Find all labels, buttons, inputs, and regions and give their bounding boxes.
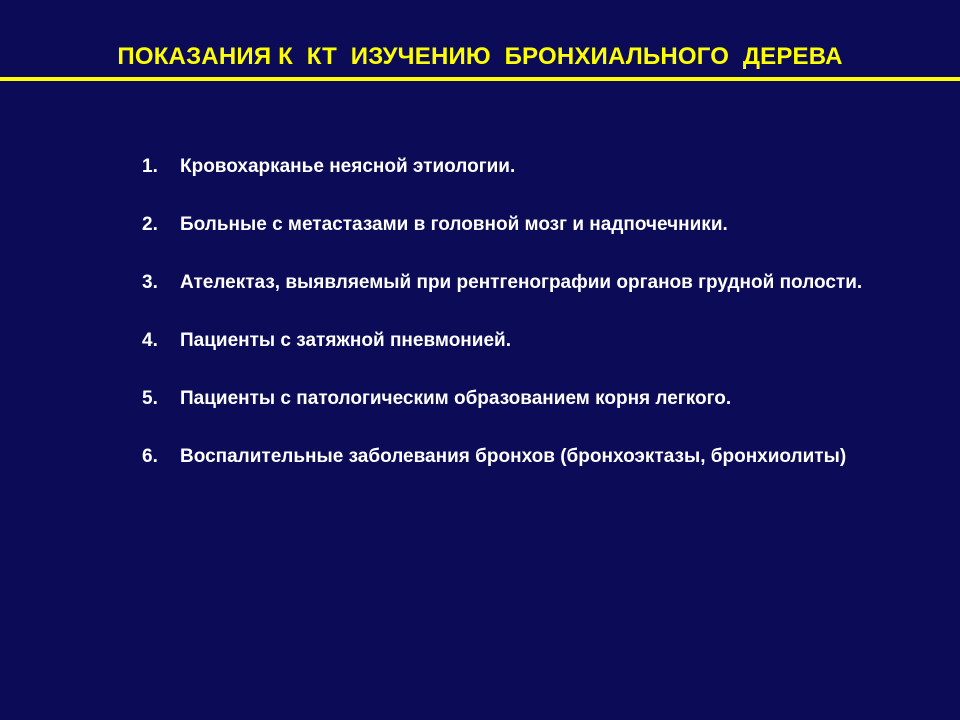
list-item — [142, 210, 902, 239]
list-item-number: 6. — [142, 446, 158, 467]
list-item — [142, 384, 902, 413]
title-underline — [0, 77, 960, 81]
list-item-number: 5. — [142, 388, 158, 409]
list-item-text: Кровохарканье неясной этиологии. — [180, 156, 516, 177]
indications-list — [142, 152, 902, 500]
list-item — [142, 268, 902, 297]
list-item-text: Больные с метастазами в головной мозг и надпочечники. — [180, 214, 728, 235]
list-item-text: Пациенты с затяжной пневмонией. — [180, 330, 511, 351]
list-item — [142, 152, 902, 181]
list-item-text: Воспалительные заболевания бронхов (бронхоэктазы, бронхиолиты) — [180, 446, 847, 467]
list-item-text: Ателектаз, выявляемый при рентгенографии органов грудной полости. — [180, 272, 863, 293]
slide-title: ПОКАЗАНИЯ К КТ ИЗУЧЕНИЮ БРОНХИАЛЬНОГО ДЕРЕВА — [117, 43, 843, 70]
list-item — [142, 326, 902, 355]
list-item-number: 1. — [142, 156, 158, 177]
list-item-number: 3. — [142, 272, 158, 293]
list-item-number: 4. — [142, 330, 158, 351]
list-item-text: Пациенты с патологическим образованием корня легкого. — [180, 388, 732, 409]
list-item-number: 2. — [142, 214, 158, 235]
list-item — [142, 442, 902, 471]
